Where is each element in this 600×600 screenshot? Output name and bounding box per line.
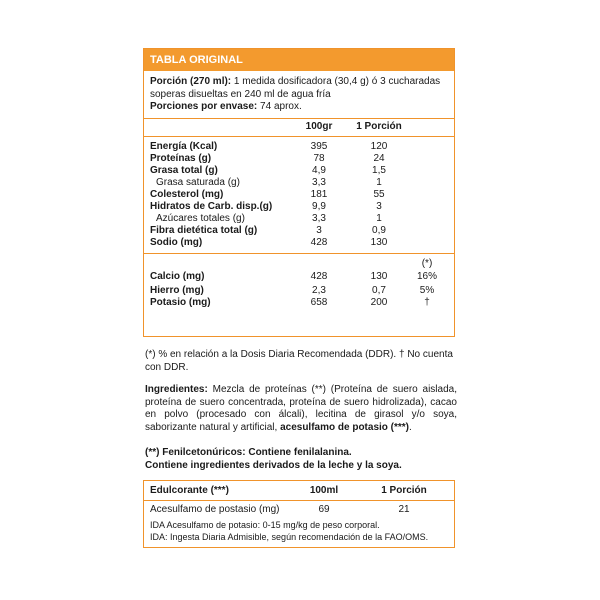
column-header-row bbox=[144, 121, 454, 133]
table-title: TABLA ORIGINAL bbox=[144, 49, 454, 71]
dv-header-row bbox=[144, 258, 454, 270]
nutrient-row bbox=[144, 153, 454, 165]
sweetener-row-label: Acesulfamo de postasio (mg) bbox=[150, 504, 280, 515]
value-portion: 24 bbox=[373, 152, 385, 164]
divider bbox=[144, 500, 454, 501]
mineral-label: Hierro (mg) bbox=[150, 284, 204, 296]
value-portion: 120 bbox=[370, 140, 388, 152]
value-100g: 428 bbox=[310, 270, 328, 282]
value-100g: 4,9 bbox=[312, 164, 326, 176]
divider bbox=[144, 253, 454, 254]
value-100g: 3 bbox=[316, 224, 322, 236]
nutrient-label: Hidratos de Carb. disp.(g) bbox=[150, 200, 273, 212]
sweetener-value-100ml: 69 bbox=[318, 504, 330, 515]
column-header-100g: 100gr bbox=[305, 120, 333, 132]
portion-info bbox=[144, 71, 454, 119]
value-portion: 1,5 bbox=[372, 164, 386, 176]
nutrient-label: Grasa total (g) bbox=[150, 164, 218, 176]
sweetener-header-row bbox=[144, 485, 454, 497]
servings-value: 74 aprox. bbox=[257, 101, 302, 112]
value-dv: 16% bbox=[416, 270, 437, 282]
mineral-row bbox=[144, 271, 454, 283]
value-portion: 0,7 bbox=[372, 284, 386, 296]
portion-text: 1 medida dosificadora (30,4 g) ó 3 cucharadas soperas disueltas en 240 ml de agua fría bbox=[150, 76, 441, 100]
ingredients-text: Mezcla de proteínas (**) (Proteína de suero aislada, proteína de suero concentrada, proteína de suero hidrolizada), cacao en polvo (procesado con álcali), lecitina de girasol y/o soya, saborizante natural y artificial, bbox=[145, 384, 457, 433]
nutrient-label: Proteínas (g) bbox=[150, 152, 212, 164]
nutrient-label: Grasa saturada (g) bbox=[156, 176, 240, 188]
value-100g: 9,9 bbox=[312, 200, 326, 212]
nutrient-row bbox=[144, 177, 454, 189]
dv-header: (*) bbox=[421, 257, 433, 269]
value-portion: 1 bbox=[376, 176, 382, 188]
sweetener-col-portion: 1 Porción bbox=[381, 485, 427, 496]
value-100g: 428 bbox=[310, 236, 328, 248]
warning-line: Contiene ingredientes derivados de la leche y la soya. bbox=[145, 459, 402, 471]
value-portion: 0,9 bbox=[372, 224, 386, 236]
nutrient-row bbox=[144, 141, 454, 153]
nutrient-label: Sodio (mg) bbox=[150, 236, 203, 248]
value-portion: 130 bbox=[370, 270, 388, 282]
mineral-label: Potasio (mg) bbox=[150, 296, 211, 308]
sweetener-note bbox=[144, 531, 454, 543]
servings-label: Porciones por envase: bbox=[150, 101, 258, 112]
mineral-row bbox=[144, 285, 454, 297]
sweetener-note-1: IDA Acesulfamo de potasio: 0-15 mg/kg de peso corporal. bbox=[150, 520, 380, 530]
value-dv: 5% bbox=[419, 284, 435, 296]
value-portion: 200 bbox=[370, 296, 388, 308]
sweetener-col-100ml: 100ml bbox=[309, 485, 339, 496]
value-portion: 55 bbox=[373, 188, 385, 200]
value-100g: 658 bbox=[310, 296, 328, 308]
value-100g: 2,3 bbox=[312, 284, 326, 296]
warning-line: (**) Fenilcetonúricos: Contiene fenilalanina. bbox=[145, 447, 352, 458]
value-100g: 181 bbox=[310, 188, 328, 200]
sweetener-col-label: Edulcorante (***) bbox=[150, 485, 229, 496]
column-header-portion: 1 Porción bbox=[356, 120, 402, 132]
divider bbox=[144, 136, 454, 137]
sweetener-row bbox=[144, 504, 454, 516]
portion-label: Porción (270 ml): bbox=[150, 76, 232, 87]
mineral-row bbox=[144, 297, 454, 309]
ingredients bbox=[145, 384, 457, 434]
nutrient-row bbox=[144, 225, 454, 237]
allergen-warning bbox=[145, 447, 457, 472]
nutrient-row bbox=[144, 201, 454, 213]
value-100g: 3,3 bbox=[312, 176, 326, 188]
value-100g: 78 bbox=[313, 152, 325, 164]
value-portion: 3 bbox=[376, 200, 382, 212]
sweetener-note bbox=[144, 519, 454, 531]
value-100g: 395 bbox=[310, 140, 328, 152]
ingredients-bold-tail: acesulfamo de potasio (***) bbox=[280, 421, 409, 433]
sweetener-note-2: IDA: Ingesta Diaria Admisible, según recomendación de la FAO/OMS. bbox=[150, 532, 429, 542]
sweetener-value-portion: 21 bbox=[398, 504, 410, 515]
value-portion: 130 bbox=[370, 236, 388, 248]
nutrient-row bbox=[144, 213, 454, 225]
mineral-label: Calcio (mg) bbox=[150, 270, 205, 282]
nutrition-table bbox=[143, 48, 455, 337]
nutrient-row bbox=[144, 237, 454, 249]
nutrient-label: Fibra dietética total (g) bbox=[150, 224, 258, 236]
nutrient-row bbox=[144, 165, 454, 177]
nutrient-label: Colesterol (mg) bbox=[150, 188, 224, 200]
nutrient-label: Energía (Kcal) bbox=[150, 140, 218, 152]
value-100g: 3,3 bbox=[312, 212, 326, 224]
ingredients-label: Ingredientes: bbox=[145, 384, 208, 395]
nutrient-label: Azúcares totales (g) bbox=[156, 212, 245, 224]
value-portion: 1 bbox=[376, 212, 382, 224]
ingredients-end: . bbox=[409, 421, 412, 433]
value-dv: † bbox=[424, 296, 430, 308]
sweetener-table bbox=[143, 480, 455, 548]
footnote: (*) % en relación a la Dosis Diaria Recomendada (DDR). † No cuenta con DDR. bbox=[145, 349, 453, 373]
nutrient-row bbox=[144, 189, 454, 201]
